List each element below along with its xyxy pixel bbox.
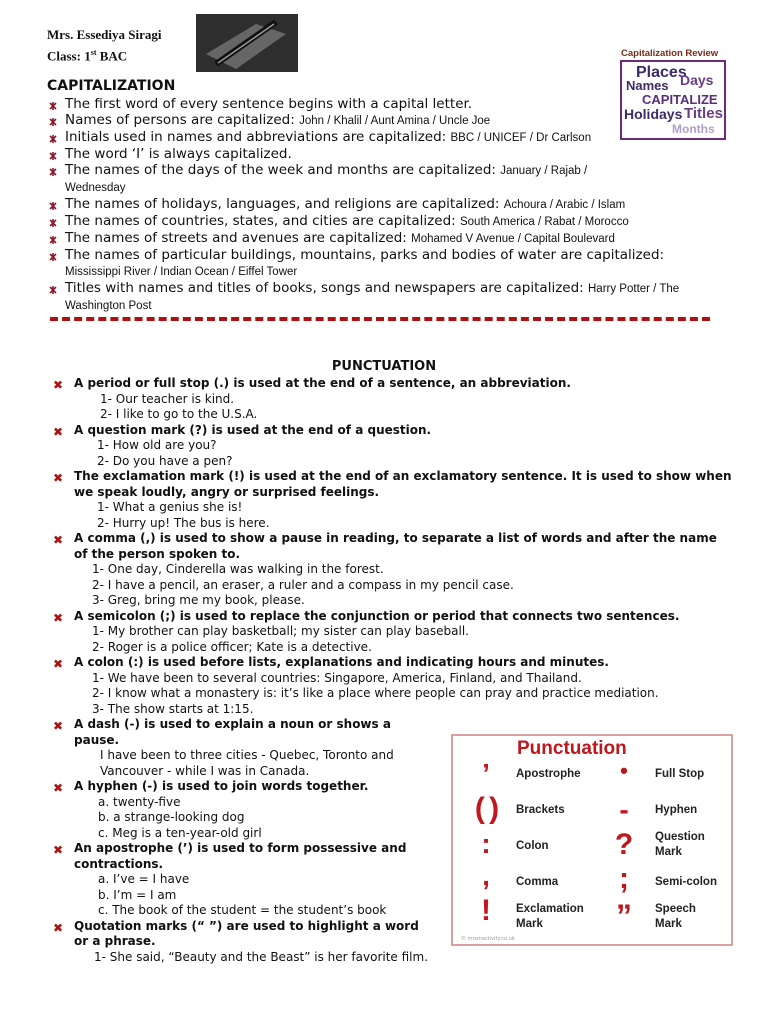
list-item: The names of the days of the week and months are capitalized: January / Rajab / Wednesday [47,162,747,196]
chart-title: Punctuation [517,738,627,759]
example-line: c. Meg is a ten-year-old girl [98,825,262,840]
bullet-icon [48,235,58,245]
cross-bullet-icon: ✖ [53,843,64,857]
punctuation-rule: ✖ A hyphen (-) is used to join words together. [53,779,369,795]
list-item: Titles with names and titles of books, songs and newspapers are capitalized: Harry Potter / The Washington Post [47,280,747,314]
speech-mark-symbol: ” [616,898,632,934]
review-title: Capitalization Review [621,48,719,59]
apostrophe-label: Apostrophe [516,768,581,780]
punctuation-rule: ✖ A dash (-) is used to explain a noun or shows a pause. [53,717,391,747]
example-line: b. I’m = I am [98,887,177,902]
semicolon-label: Semi-colon [655,876,717,888]
cross-bullet-icon: ✖ [53,920,64,935]
cross-bullet-icon: ✖ [53,781,64,795]
example-line: 2- Do you have a pen? [97,453,233,468]
list-item: The names of particular buildings, mountains, parks and bodies of water are capitalized: Mississippi River / Indian Ocean / Eiffel Tower [47,247,747,280]
list-item: The names of streets and avenues are capitalized: Mohamed V Avenue / Capital Boulevard [47,230,747,247]
example-line: 3- The show starts at 1:15. [92,701,254,716]
exclamation-symbol: ! [481,894,491,927]
word-names: Names [626,78,669,93]
bullet-icon [48,252,58,262]
example-line: 1- We have been to several countries: Singapore, America, Finland, and Thailand. [92,670,582,685]
capitalization-list [47,96,747,314]
brackets-label: Brackets [516,804,565,816]
example-line: 1- What a genius she is! [97,500,243,514]
word-days: Days [680,72,714,88]
example-line: c. The book of the student = the student’s book [98,903,387,917]
teacher-name: Mrs. Essediya Siragi [47,27,162,42]
apostrophe-symbol: ’ [482,758,490,789]
example-line: I have been to three cities - Quebec, Toronto and Vancouver - while I was in Canada. [100,748,394,778]
full-stop-symbol: • [620,758,628,783]
example-line: b. a strange-looking dog [98,810,245,824]
example-line: 2- I know what a monastery is: it’s like a place where people can pray and practice mediation. [92,686,659,700]
bullet-icon [48,117,58,127]
word-holidays: Holidays [624,106,683,122]
exclamation-label: Exclamation Mark [516,903,584,930]
list-item: The word ‘I’ is always capitalized. [47,146,747,162]
capitalization-heading: CAPITALIZATION [47,78,176,94]
punctuation-rule: ✖ An apostrophe (’) is used to form possessive and contractions. [53,841,407,871]
example-line: 2- I have a pencil, an eraser, a ruler and a compass in my pencil case. [92,577,514,592]
list-item: Initials used in names and abbreviations are capitalized: BBC / UNICEF / Dr Carlson [47,129,747,146]
example-line: a. twenty-five [98,794,181,809]
colon-label: Colon [516,840,549,852]
example-line: a. I’ve = I have [98,872,190,886]
cross-bullet-icon: ✖ [53,471,64,485]
bullet-icon [48,151,58,161]
punctuation-rule: ✖ A period or full stop (.) is used at the end of a sentence, an abbreviation. [53,376,571,392]
punctuation-chart [451,734,733,946]
example-line: 1- One day, Cinderella was walking in the forest. [92,562,384,576]
list-item: Names of persons are capitalized: John / Khalil / Aunt Amina / Uncle Joe [47,112,747,129]
cross-bullet-icon: ✖ [53,719,64,733]
bullet-icon [48,218,58,228]
list-item: The names of countries, states, and cities are capitalized: South America / Rabat / Morocco [47,213,747,230]
example-line: 3- Greg, bring me my book, please. [92,593,305,607]
bullet-icon [48,285,58,295]
example-line: 1- How old are you? [97,438,217,452]
question-mark-label: Question Mark [655,831,705,858]
comma-label: Comma [516,876,559,888]
colon-symbol: : [481,828,491,859]
bullet-icon [48,167,58,177]
example-line: 1- Our teacher is kind. [100,391,235,406]
question-mark-symbol: ? [614,828,634,861]
cross-bullet-icon: ✖ [53,378,64,392]
example-line: 2- I like to go to the U.S.A. [100,407,258,421]
word-titles: Titles [684,105,723,122]
comma-symbol: , [482,860,490,891]
bullet-icon [48,101,58,111]
example-line: 2- Hurry up! The bus is here. [97,515,270,530]
cross-bullet-icon: ✖ [53,533,64,547]
bullet-icon [48,201,58,211]
punctuation-rule: ✖ A colon (:) is used before lists, explanations and indicating hours and minutes. [53,655,609,671]
brackets-symbol: ( ) [474,792,498,825]
semicolon-symbol: ; [619,862,629,895]
punctuation-rule: ✖ The exclamation mark (!) is used at the end of an exclamatory sentence. It is used to show when we speak loudly, angry or surprised feelings. [53,469,732,499]
pen-writing-image [196,14,298,72]
list-item: The names of holidays, languages, and religions are capitalized: Achoura / Arabic / Islam [47,196,747,213]
word-places: Places [636,64,687,81]
hyphen-label: Hyphen [655,804,698,816]
hyphen-symbol: - [619,794,629,825]
punctuation-rule: ✖ A question mark (?) is used at the end of a question. [53,422,432,439]
cross-bullet-icon: ✖ [53,424,64,439]
full-stop-label: Full Stop [655,768,705,780]
copyright-text: © mrsmactivity.co.uk [461,936,515,942]
class-label: Class: 1st BAC [47,48,128,64]
word-capitalize: CAPITALIZE [642,92,718,107]
list-item: The first word of every sentence begins with a capital letter. [47,96,747,112]
header-photo [196,14,298,72]
bullet-icon [48,134,58,144]
section-divider [50,317,710,321]
punctuation-rule: ✖ A comma (,) is used to show a pause in reading, to separate a list of words and after the name of the person spoken to. [53,531,717,561]
cross-bullet-icon: ✖ [53,610,64,625]
example-line: 1- She said, “Beauty and the Beast” is her favorite film. [94,949,429,964]
example-line: 2- Roger is a police officer; Kate is a detective. [92,639,372,654]
punctuation-rule: ✖ A semicolon (;) is used to replace the conjunction or period that connects two sentences. [53,608,680,625]
word-months: Months [672,122,715,136]
punctuation-heading: PUNCTUATION [331,359,437,374]
punctuation-rule: ✖ Quotation marks (“ ”) are used to highlight a word or a phrase. [53,918,419,948]
speech-mark-label: Speech Mark [655,903,696,930]
teacher-info [47,26,161,65]
cross-bullet-icon: ✖ [53,657,64,671]
example-line: 1- My brother can play basketball; my sister can play baseball. [92,624,469,638]
